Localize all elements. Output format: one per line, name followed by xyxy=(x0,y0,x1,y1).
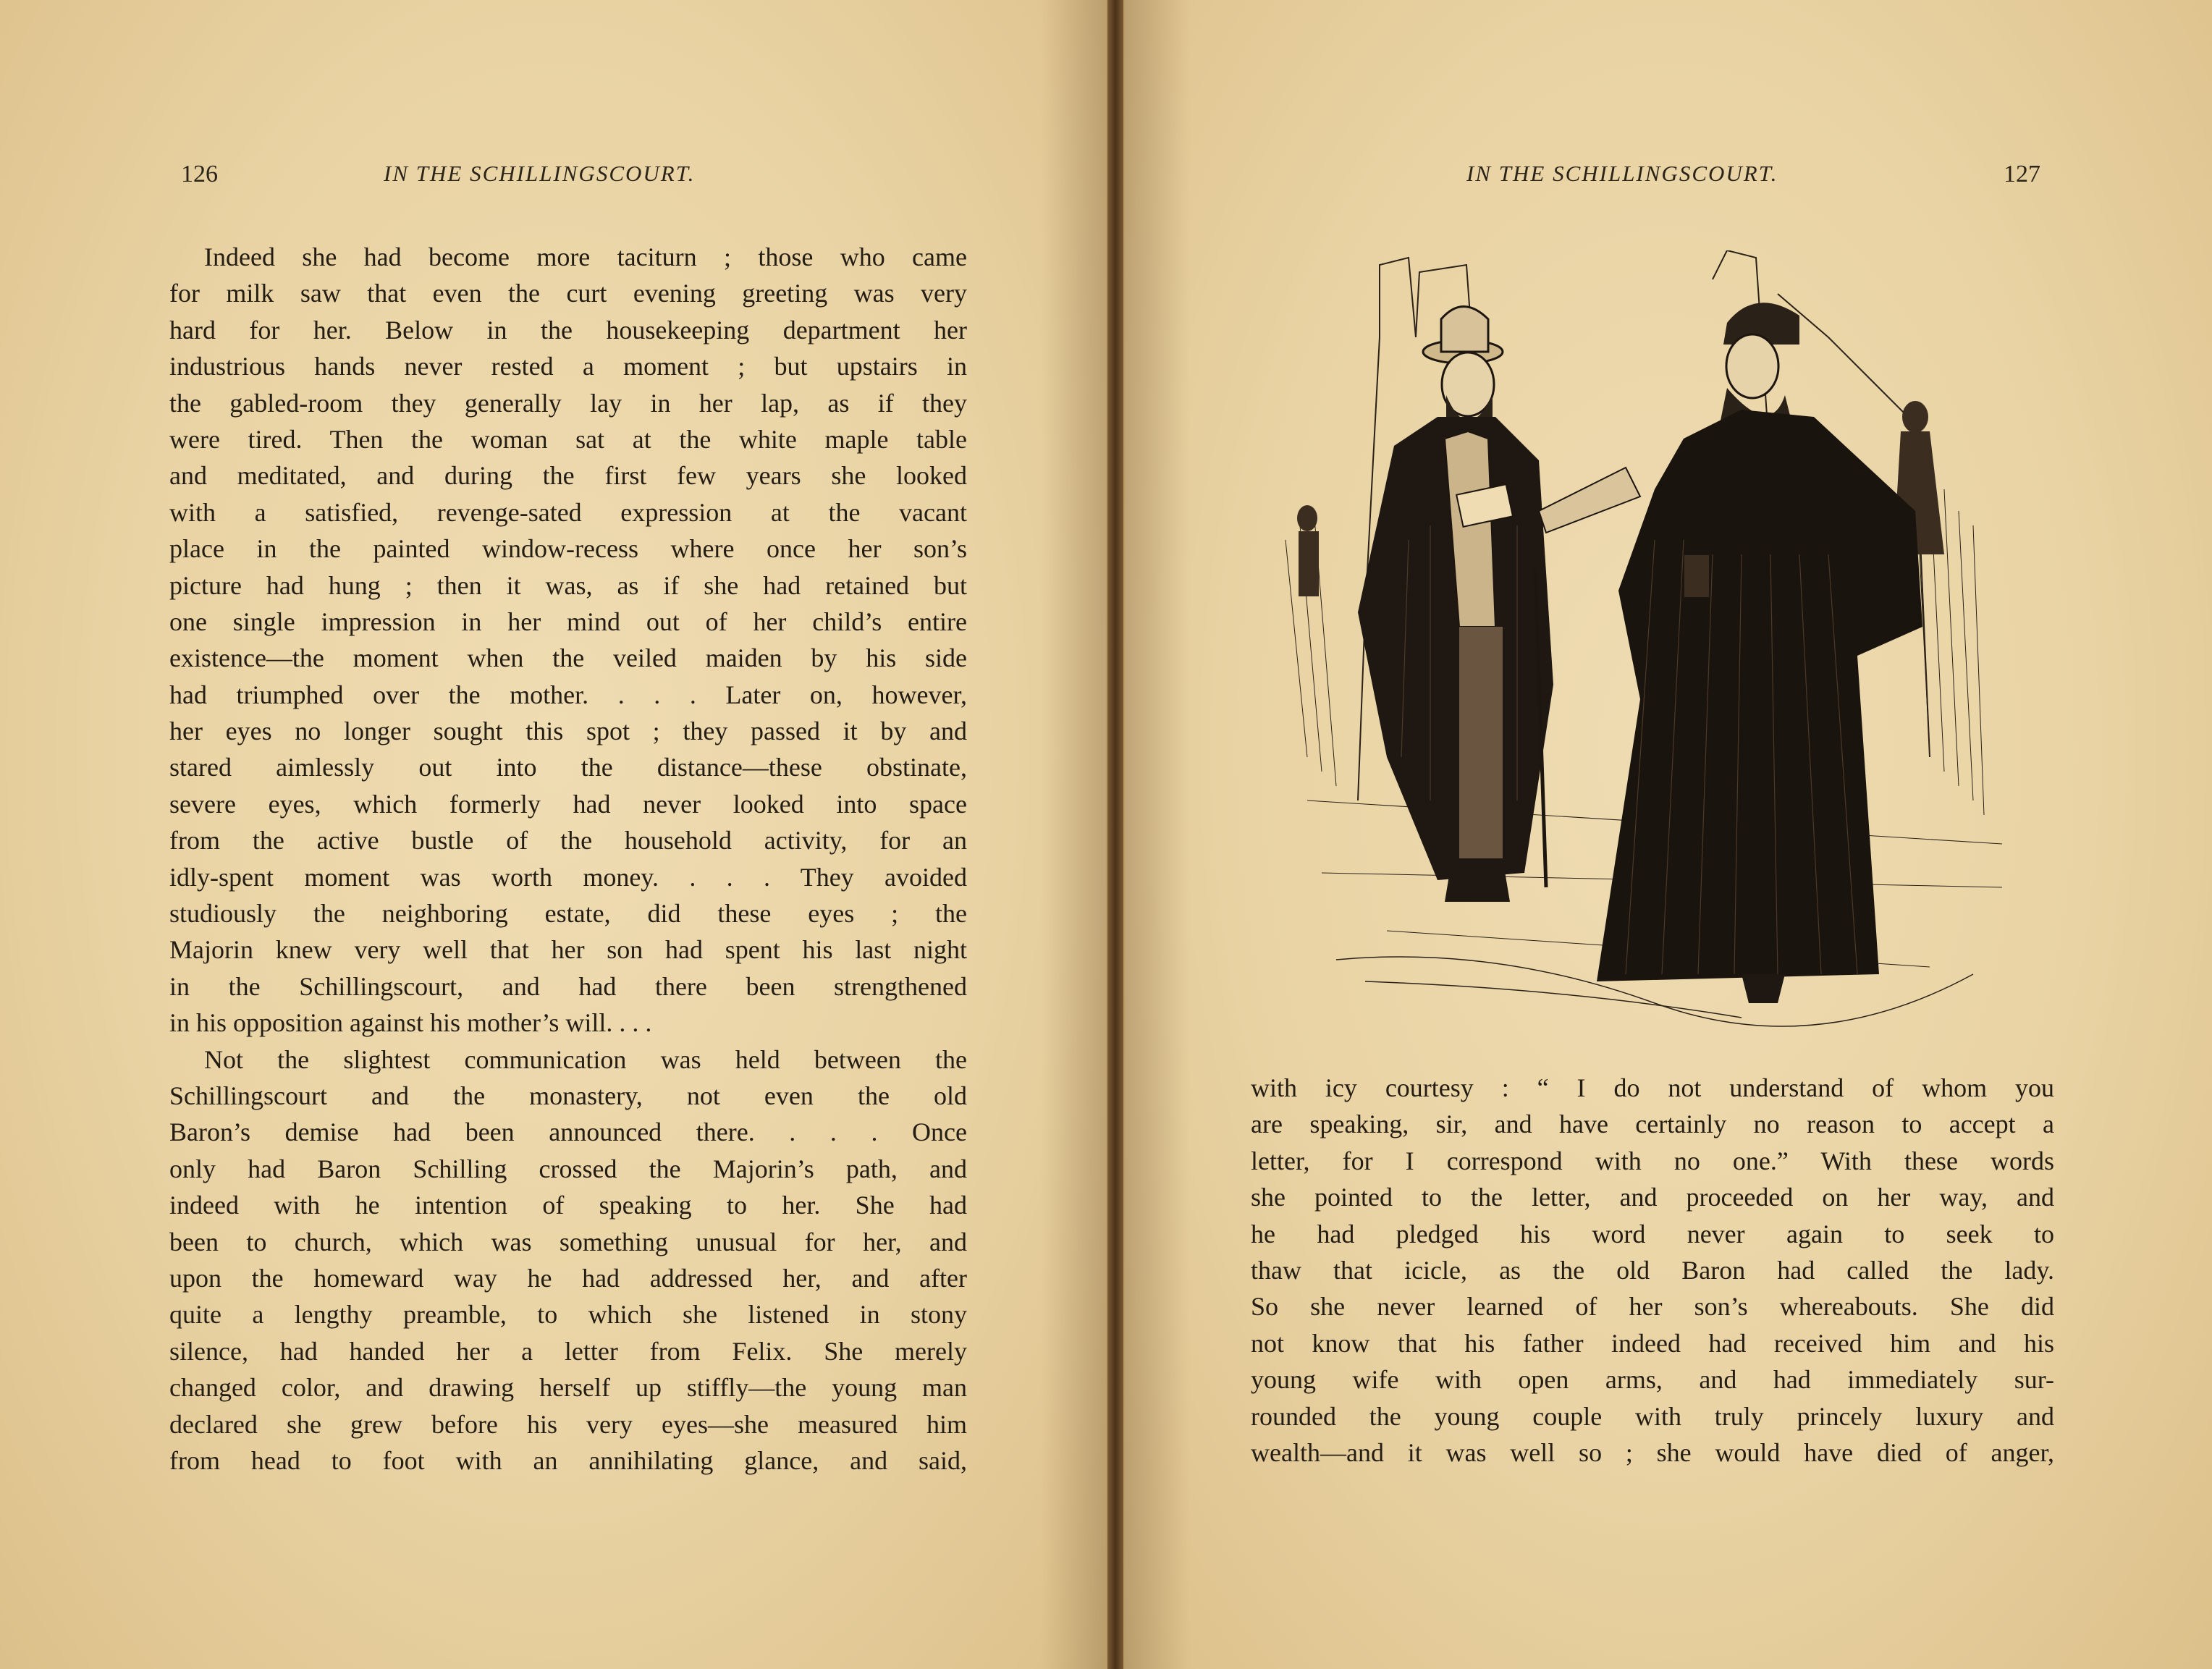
left-text-line: her eyes no longer sought this spot ; they passed it by and xyxy=(169,717,967,746)
left-text-line: industrious hands never rested a moment ; but upstairs in xyxy=(169,352,967,381)
left-text-line: place in the painted window-recess where once her son’s xyxy=(169,534,967,564)
left-text-line: declared she grew before his very eyes—she measured him xyxy=(169,1409,967,1439)
man-figure xyxy=(1358,307,1553,903)
left-text-line: in the Schillingscourt, and had there been strengthened xyxy=(169,971,967,1001)
right-text-line: not know that his father indeed had received him and his xyxy=(1251,1328,2054,1358)
left-text-line: hard for her. Below in the housekeeping department her xyxy=(169,315,967,345)
right-text-line: with icy courtesy : “ I do not understand of whom you xyxy=(1251,1073,2054,1102)
engraving-illustration xyxy=(1278,250,2019,1029)
left-text-line: studiously the neighboring estate, did these eyes ; the xyxy=(169,899,967,929)
right-text-line: rounded the young couple with truly princely luxury and xyxy=(1251,1401,2054,1431)
left-text-line: the gabled-room they generally lay in her lap, as if they xyxy=(169,388,967,418)
left-text-line: existence—the moment when the veiled maiden by his side xyxy=(169,643,967,673)
left-text-line: picture had hung ; then it was, as if she had retained but xyxy=(169,570,967,600)
left-text-line: indeed with he intention of speaking to her. She had xyxy=(169,1191,967,1220)
right-text-line: are speaking, sir, and have certainly no reason to accept a xyxy=(1251,1110,2054,1139)
right-running-head: IN THE SCHILLINGSCOURT. xyxy=(1466,161,1778,186)
left-text-line: and meditated, and during the first few years she looked xyxy=(169,461,967,491)
right-text-line: thaw that icicle, as the old Baron had called the lady. xyxy=(1251,1255,2054,1285)
right-text-line: letter, for I correspond with no one.” With these words xyxy=(1251,1146,2054,1175)
left-text-line: one single impression in her mind out of her child’s entire xyxy=(169,607,967,636)
left-page-number: 126 xyxy=(181,161,218,187)
left-text-line: Indeed she had become more taciturn ; those who came xyxy=(204,242,967,271)
left-text-line: idly-spent moment was worth money. . . . They avoided xyxy=(169,862,967,892)
right-text-line: wealth—and it was well so ; she would have died of anger, xyxy=(1251,1437,2054,1467)
left-page-text xyxy=(169,239,967,1479)
right-text-line: he had pledged his word never again to seek to xyxy=(1251,1219,2054,1248)
left-text-line: severe eyes, which formerly had never looked into space xyxy=(169,789,967,819)
left-text-line: had triumphed over the mother. . . . Later on, however, xyxy=(169,680,967,709)
left-text-line: for milk saw that even the curt evening greeting was very xyxy=(169,279,967,308)
left-text-line: were tired. Then the woman sat at the white maple table xyxy=(169,424,967,454)
left-text-line: stared aimlessly out into the distance—these obstinate, xyxy=(169,753,967,782)
left-text-line: with a satisfied, revenge-sated expression at the vacant xyxy=(169,497,967,527)
left-text-line: from the active bustle of the household activity, for an xyxy=(169,826,967,855)
left-text-line: changed color, and drawing herself up stiffly—the young man xyxy=(169,1373,967,1403)
left-text-line: upon the homeward way he had addressed her, and after xyxy=(169,1263,967,1293)
left-text-line: been to church, which was something unusual for her, and xyxy=(169,1227,967,1256)
left-text-line: silence, had handed her a letter from Felix. She merely xyxy=(169,1336,967,1366)
woman-figure xyxy=(1539,303,1922,1003)
right-text-line: So she never learned of her son’s whereabouts. She did xyxy=(1251,1292,2054,1322)
left-text-line: Not the slightest communication was held between the xyxy=(204,1044,967,1074)
left-text-line: from head to foot with an annihilating glance, and said, xyxy=(169,1445,967,1475)
right-page-number: 127 xyxy=(2004,161,2040,187)
book-gutter xyxy=(1107,0,1123,1669)
left-text-line: Baron’s demise had been announced there. . . . Once xyxy=(169,1117,967,1147)
left-running-head: IN THE SCHILLINGSCOURT. xyxy=(384,161,696,186)
left-text-line: quite a lengthy preamble, to which she listened in stony xyxy=(169,1300,967,1330)
left-text-line: Schillingscourt and the monastery, not even the old xyxy=(169,1081,967,1110)
right-page-text xyxy=(1251,1070,2054,1471)
left-text-line: only had Baron Schilling crossed the Majorin’s path, and xyxy=(169,1154,967,1183)
right-text-line: she pointed to the letter, and proceeded on her way, and xyxy=(1251,1183,2054,1212)
left-text-line: Majorin knew very well that her son had spent his last night xyxy=(169,935,967,965)
right-text-line: young wife with open arms, and had immediately sur- xyxy=(1251,1365,2054,1395)
left-text-line: in his opposition against his mother’s will. . . . xyxy=(169,1008,652,1038)
